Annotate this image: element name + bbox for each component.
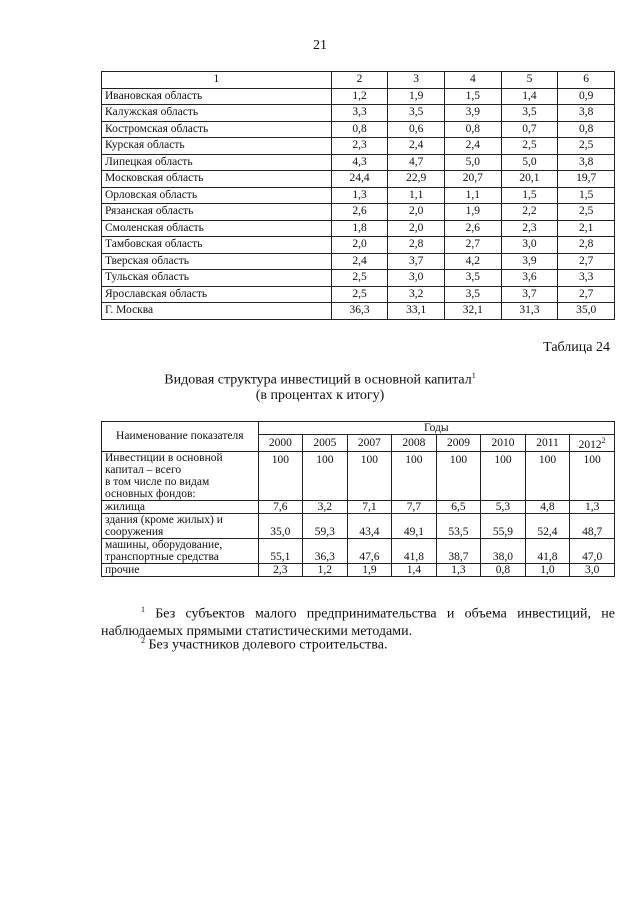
year-header [525, 435, 570, 452]
region-name: Ярославская область [102, 286, 332, 303]
value-cell: 4,8 [525, 500, 570, 513]
year-header [347, 435, 392, 452]
table-row [102, 220, 615, 237]
value-cell: 2,5 [501, 138, 558, 155]
value-cell: 1,0 [525, 563, 570, 576]
value-cell: 1,2 [331, 88, 388, 105]
table-subtitle: (в процентах к итогу) [255, 388, 385, 403]
table-row [102, 538, 615, 563]
value-cell: 1,1 [444, 187, 501, 204]
value-cell: 3,3 [558, 270, 615, 287]
value-cell: 22,9 [388, 171, 445, 188]
value-cell: 31,3 [501, 303, 558, 320]
value-cell: 24,4 [331, 171, 388, 188]
region-name: Тверская область [102, 253, 332, 270]
value-cell: 3,0 [501, 237, 558, 254]
value-cell: 1,3 [436, 563, 481, 576]
table-title [0, 371, 640, 389]
region-name: Тамбовская область [102, 237, 332, 254]
value-cell: 2,4 [331, 253, 388, 270]
value-cell: 41,8 [392, 538, 437, 563]
value-cell: 2,6 [331, 204, 388, 221]
indicator-name: прочие [102, 563, 259, 576]
value-cell: 7,7 [392, 500, 437, 513]
value-cell: 1,8 [331, 220, 388, 237]
table-row [102, 563, 615, 576]
value-cell: 100 [258, 451, 303, 500]
value-cell: 2,0 [388, 220, 445, 237]
value-cell: 2,7 [558, 286, 615, 303]
table-row [102, 121, 615, 138]
table-row [102, 253, 615, 270]
value-cell: 2,8 [388, 237, 445, 254]
indicator-name: здания (кроме жилых) и сооружения [102, 513, 259, 538]
table-row [102, 105, 615, 122]
table-row [102, 138, 615, 155]
value-cell: 33,1 [388, 303, 445, 320]
table-row [102, 270, 615, 287]
value-cell: 1,3 [331, 187, 388, 204]
value-cell: 100 [525, 451, 570, 500]
value-cell: 3,7 [501, 286, 558, 303]
column-number: 2 [331, 72, 388, 89]
value-cell: 1,5 [444, 88, 501, 105]
value-cell: 3,6 [501, 270, 558, 287]
region-name: Костромская область [102, 121, 332, 138]
table-title-text: Видовая структура инвестиций в основной капитал [164, 372, 472, 388]
value-cell: 3,2 [388, 286, 445, 303]
value-cell: 38,0 [481, 538, 526, 563]
value-cell: 59,3 [303, 513, 348, 538]
value-cell: 0,7 [501, 121, 558, 138]
value-cell: 52,4 [525, 513, 570, 538]
column-number: 5 [501, 72, 558, 89]
value-cell: 4,3 [331, 154, 388, 171]
table-row [102, 303, 615, 320]
table-caption: Таблица 24 [543, 340, 610, 355]
value-cell: 2,7 [444, 237, 501, 254]
column-number: 3 [388, 72, 445, 89]
footnote-1-text: Без субъектов малого предпринимательства и объема инвестиций, не наблюдаемых прямыми статистическими методами. [101, 606, 615, 639]
value-cell: 0,9 [558, 88, 615, 105]
footnote-2-mark: 2 [141, 636, 145, 645]
table-row [102, 237, 615, 254]
value-cell: 3,5 [388, 105, 445, 122]
value-cell: 3,5 [501, 105, 558, 122]
year-header [436, 435, 481, 452]
year-text: 2011 [536, 436, 559, 449]
value-cell: 0,8 [481, 563, 526, 576]
year-footnote-mark: 2 [601, 436, 606, 445]
value-cell: 100 [481, 451, 526, 500]
value-cell: 2,6 [444, 220, 501, 237]
value-cell: 6,5 [436, 500, 481, 513]
indicator-name: Инвестиции в основной капитал – всего в том числе по видам основных фондов: [102, 451, 259, 500]
value-cell: 47,0 [570, 538, 615, 563]
table-row [102, 286, 615, 303]
table-row [102, 451, 615, 500]
column-number: 1 [102, 72, 332, 89]
year-text: 2008 [402, 436, 426, 449]
value-cell: 2,4 [388, 138, 445, 155]
value-cell: 0,8 [558, 121, 615, 138]
value-cell: 0,6 [388, 121, 445, 138]
page-number: 21 [313, 38, 327, 53]
region-name: Тульская область [102, 270, 332, 287]
value-cell: 53,5 [436, 513, 481, 538]
value-cell: 4,2 [444, 253, 501, 270]
table-row [102, 187, 615, 204]
value-cell: 19,7 [558, 171, 615, 188]
value-cell: 4,7 [388, 154, 445, 171]
value-cell: 2,3 [258, 563, 303, 576]
value-cell: 2,5 [331, 270, 388, 287]
value-cell: 100 [570, 451, 615, 500]
value-cell: 1,4 [501, 88, 558, 105]
value-cell: 3,3 [331, 105, 388, 122]
value-cell: 55,9 [481, 513, 526, 538]
years-header: Годы [258, 422, 614, 435]
value-cell: 41,8 [525, 538, 570, 563]
value-cell: 2,7 [558, 253, 615, 270]
title-footnote-mark: 1 [471, 371, 476, 380]
value-cell: 0,8 [331, 121, 388, 138]
value-cell: 3,0 [570, 563, 615, 576]
year-header [258, 435, 303, 452]
value-cell: 36,3 [303, 538, 348, 563]
value-cell: 1,1 [388, 187, 445, 204]
year-header [392, 435, 437, 452]
region-name: Курская область [102, 138, 332, 155]
value-cell: 5,0 [501, 154, 558, 171]
value-cell: 100 [303, 451, 348, 500]
value-cell: 2,5 [558, 204, 615, 221]
value-cell: 100 [347, 451, 392, 500]
value-cell: 5,0 [444, 154, 501, 171]
region-name: Рязанская область [102, 204, 332, 221]
value-cell: 100 [436, 451, 481, 500]
region-name: Московская область [102, 171, 332, 188]
regional-table [101, 71, 615, 320]
column-number: 6 [558, 72, 615, 89]
value-cell: 35,0 [258, 513, 303, 538]
region-name: Ивановская область [102, 88, 332, 105]
value-cell: 2,1 [558, 220, 615, 237]
value-cell: 1,5 [558, 187, 615, 204]
value-cell: 55,1 [258, 538, 303, 563]
year-header [481, 435, 526, 452]
region-name: Калужская область [102, 105, 332, 122]
value-cell: 47,6 [347, 538, 392, 563]
value-cell: 43,4 [347, 513, 392, 538]
table-row [102, 513, 615, 538]
table-header-row [102, 72, 615, 89]
value-cell: 38,7 [436, 538, 481, 563]
value-cell: 3,9 [501, 253, 558, 270]
value-cell: 20,1 [501, 171, 558, 188]
value-cell: 0,8 [444, 121, 501, 138]
value-cell: 20,7 [444, 171, 501, 188]
value-cell: 2,5 [331, 286, 388, 303]
year-header [570, 435, 615, 452]
value-cell: 35,0 [558, 303, 615, 320]
year-text: 2010 [491, 436, 515, 449]
region-name: Г. Москва [102, 303, 332, 320]
value-cell: 3,0 [388, 270, 445, 287]
year-text: 2005 [313, 436, 337, 449]
value-cell: 2,8 [558, 237, 615, 254]
value-cell: 2,5 [558, 138, 615, 155]
table-row [102, 500, 615, 513]
table-row [102, 171, 615, 188]
value-cell: 49,1 [392, 513, 437, 538]
value-cell: 3,5 [444, 286, 501, 303]
table-row [102, 88, 615, 105]
value-cell: 2,3 [501, 220, 558, 237]
value-cell: 3,8 [558, 154, 615, 171]
value-cell: 1,2 [303, 563, 348, 576]
table-row [102, 154, 615, 171]
value-cell: 2,4 [444, 138, 501, 155]
value-cell: 3,8 [558, 105, 615, 122]
value-cell: 3,2 [303, 500, 348, 513]
value-cell: 1,9 [444, 204, 501, 221]
value-cell: 3,5 [444, 270, 501, 287]
region-name: Липецкая область [102, 154, 332, 171]
value-cell: 2,2 [501, 204, 558, 221]
indicator-name: машины, оборудование, транспортные средства [102, 538, 259, 563]
value-cell: 5,3 [481, 500, 526, 513]
indicator-header: Наименование показателя [102, 422, 259, 452]
table-header-row [102, 422, 615, 435]
footnote-2-text: Без участников долевого строительства. [145, 637, 388, 653]
region-name: Орловская область [102, 187, 332, 204]
value-cell: 1,5 [501, 187, 558, 204]
investment-structure-table [101, 421, 615, 577]
year-text: 2000 [268, 436, 292, 449]
footnote-1 [101, 601, 615, 640]
year-text: 2009 [446, 436, 470, 449]
year-text: 2007 [357, 436, 381, 449]
indicator-name: жилища [102, 500, 259, 513]
year-header [303, 435, 348, 452]
value-cell: 7,6 [258, 500, 303, 513]
region-name: Смоленская область [102, 220, 332, 237]
value-cell: 1,9 [347, 563, 392, 576]
value-cell: 36,3 [331, 303, 388, 320]
value-cell: 1,4 [392, 563, 437, 576]
value-cell: 100 [392, 451, 437, 500]
value-cell: 2,0 [331, 237, 388, 254]
column-number: 4 [444, 72, 501, 89]
value-cell: 48,7 [570, 513, 615, 538]
year-text: 2012 [578, 438, 602, 451]
value-cell: 1,9 [388, 88, 445, 105]
footnote-2 [141, 636, 387, 654]
value-cell: 1,3 [570, 500, 615, 513]
value-cell: 32,1 [444, 303, 501, 320]
table-row [102, 204, 615, 221]
value-cell: 7,1 [347, 500, 392, 513]
value-cell: 2,0 [388, 204, 445, 221]
value-cell: 3,9 [444, 105, 501, 122]
value-cell: 2,3 [331, 138, 388, 155]
value-cell: 3,7 [388, 253, 445, 270]
footnote-1-mark: 1 [141, 605, 145, 614]
